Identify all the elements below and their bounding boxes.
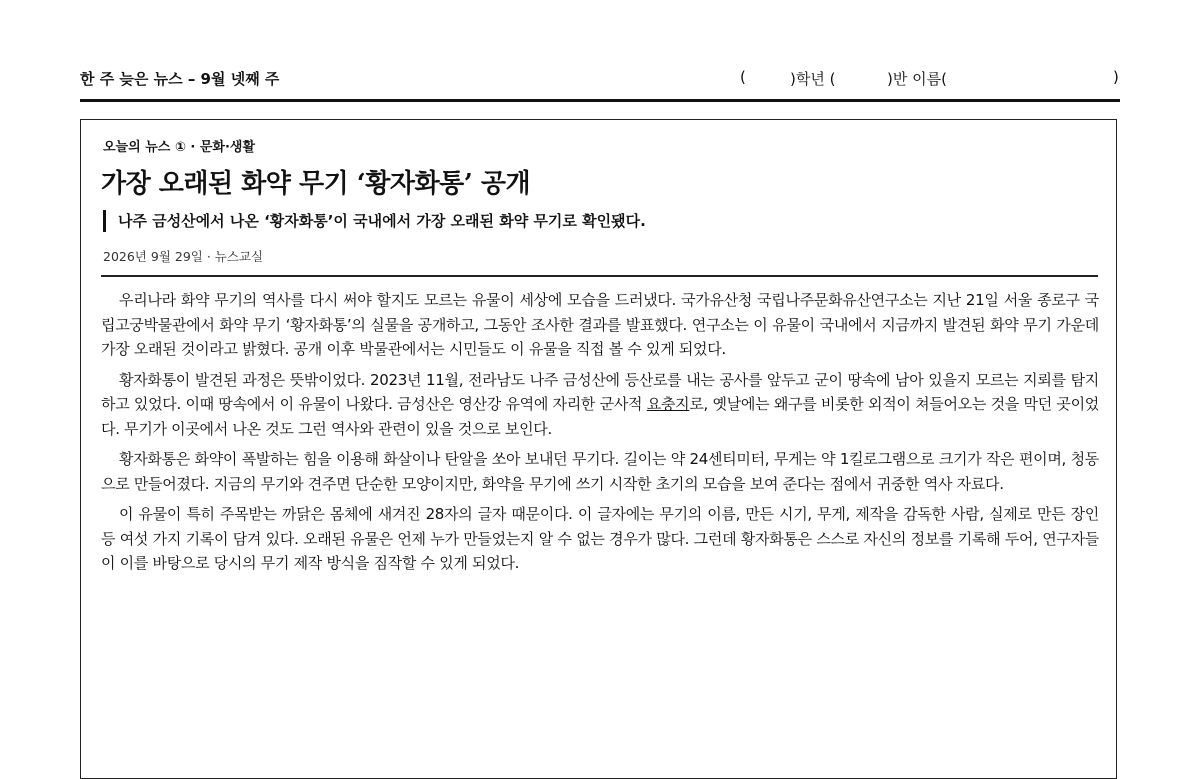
grade-label: )학년 ( — [790, 70, 836, 88]
underlined-term: 요충지 — [646, 395, 690, 413]
paragraph-2 — [101, 368, 1099, 442]
name-close-paren: ) — [1113, 68, 1119, 86]
paragraph-4: 이 유물이 특히 주목받는 까닭은 몸체에 새겨진 28자의 글자 때문이다. 이 글자에는 무기의 이름, 만든 시기, 무게, 제작을 감독한 사람, 실제로 만든 장인 등 여섯 가지 기록이 담겨 있다. 오래된 유물은 언제 누가 만들었는지 알 수 없는 경우가 많다. 그런데 황자화통은 스스로 자신의 정보를 기록해 두어, 연구자들이 이를 바탕으로 당시의 무기 제작 방식을 짐작할 수 있게 되었다. — [101, 505, 1099, 572]
worksheet-header — [80, 64, 1120, 92]
article-body — [101, 288, 1099, 582]
worksheet-title: 한 주 늦은 뉴스 – 9월 넷째 주 — [80, 70, 280, 88]
paragraph-2-after: 로, 옛날에는 왜구를 비롯한 외적이 쳐들어오는 것을 막던 곳이었다. 무기가 이곳에서 나온 것도 그런 역사와 관련이 있을 것으로 보인다. — [101, 395, 1099, 438]
paragraph-2-before: 황자화통이 발견된 과정은 뜻밖이었다. 2023년 11월, 전라남도 나주 금성산에 등산로를 내는 공사를 앞두고 군이 땅속에 남아 있을지 모르는 지뢰를 탐지하고 있었다. 이때 땅속에서 이 유물이 나왔다. 금성산은 영산강 유역에 자리한 군사적 — [101, 370, 1099, 413]
paragraph-3: 황자화통은 화약이 폭발하는 힘을 이용해 화살이나 탄알을 쏘아 보내던 무기다. 길이는 약 24센티미터, 무게는 약 1킬로그램으로 크기가 작은 편이며, 청동으로 만들어졌다. 지금의 무기와 견주면 단순한 모양이지만, 화약을 무기에 쓰기 시작한 초기의 모습을 보여 준다는 점에서 귀중한 역사 자료다. — [101, 450, 1099, 493]
class-name-label: )반 이름( — [887, 70, 947, 88]
article-headline: 가장 오래된 화약 무기 ‘황자화통’ 공개 — [101, 169, 531, 199]
article-subheadline: 나주 금성산에서 나온 ‘황자화통’이 국내에서 가장 오래된 화약 무기로 확인됐다. — [103, 210, 646, 232]
grade-open-paren: ( — [740, 68, 746, 86]
paragraph-1: 우리나라 화약 무기의 역사를 다시 써야 할지도 모르는 유물이 세상에 모습을 드러냈다. 국가유산청 국립나주문화유산연구소는 지난 21일 서울 종로구 국립고궁박물관에서 화약 무기 ‘황자화통’의 실물을 공개하고, 그동안 조사한 결과를 발표했다. 연구소는 이 유물이 국내에서 지금까지 발견된 화약 무기 가운데 가장 오래된 것이라고 밝혔다. 공개 이후 박물관에서는 시민들도 이 유물을 직접 볼 수 있게 되었다. — [101, 291, 1099, 358]
section-label: 오늘의 뉴스 ① · 문화·생활 — [103, 140, 256, 155]
article-meta: 2026년 9월 29일 · 뉴스교실 — [103, 249, 264, 264]
article-divider — [101, 275, 1098, 277]
header-divider — [80, 99, 1120, 102]
article-box — [80, 119, 1117, 779]
